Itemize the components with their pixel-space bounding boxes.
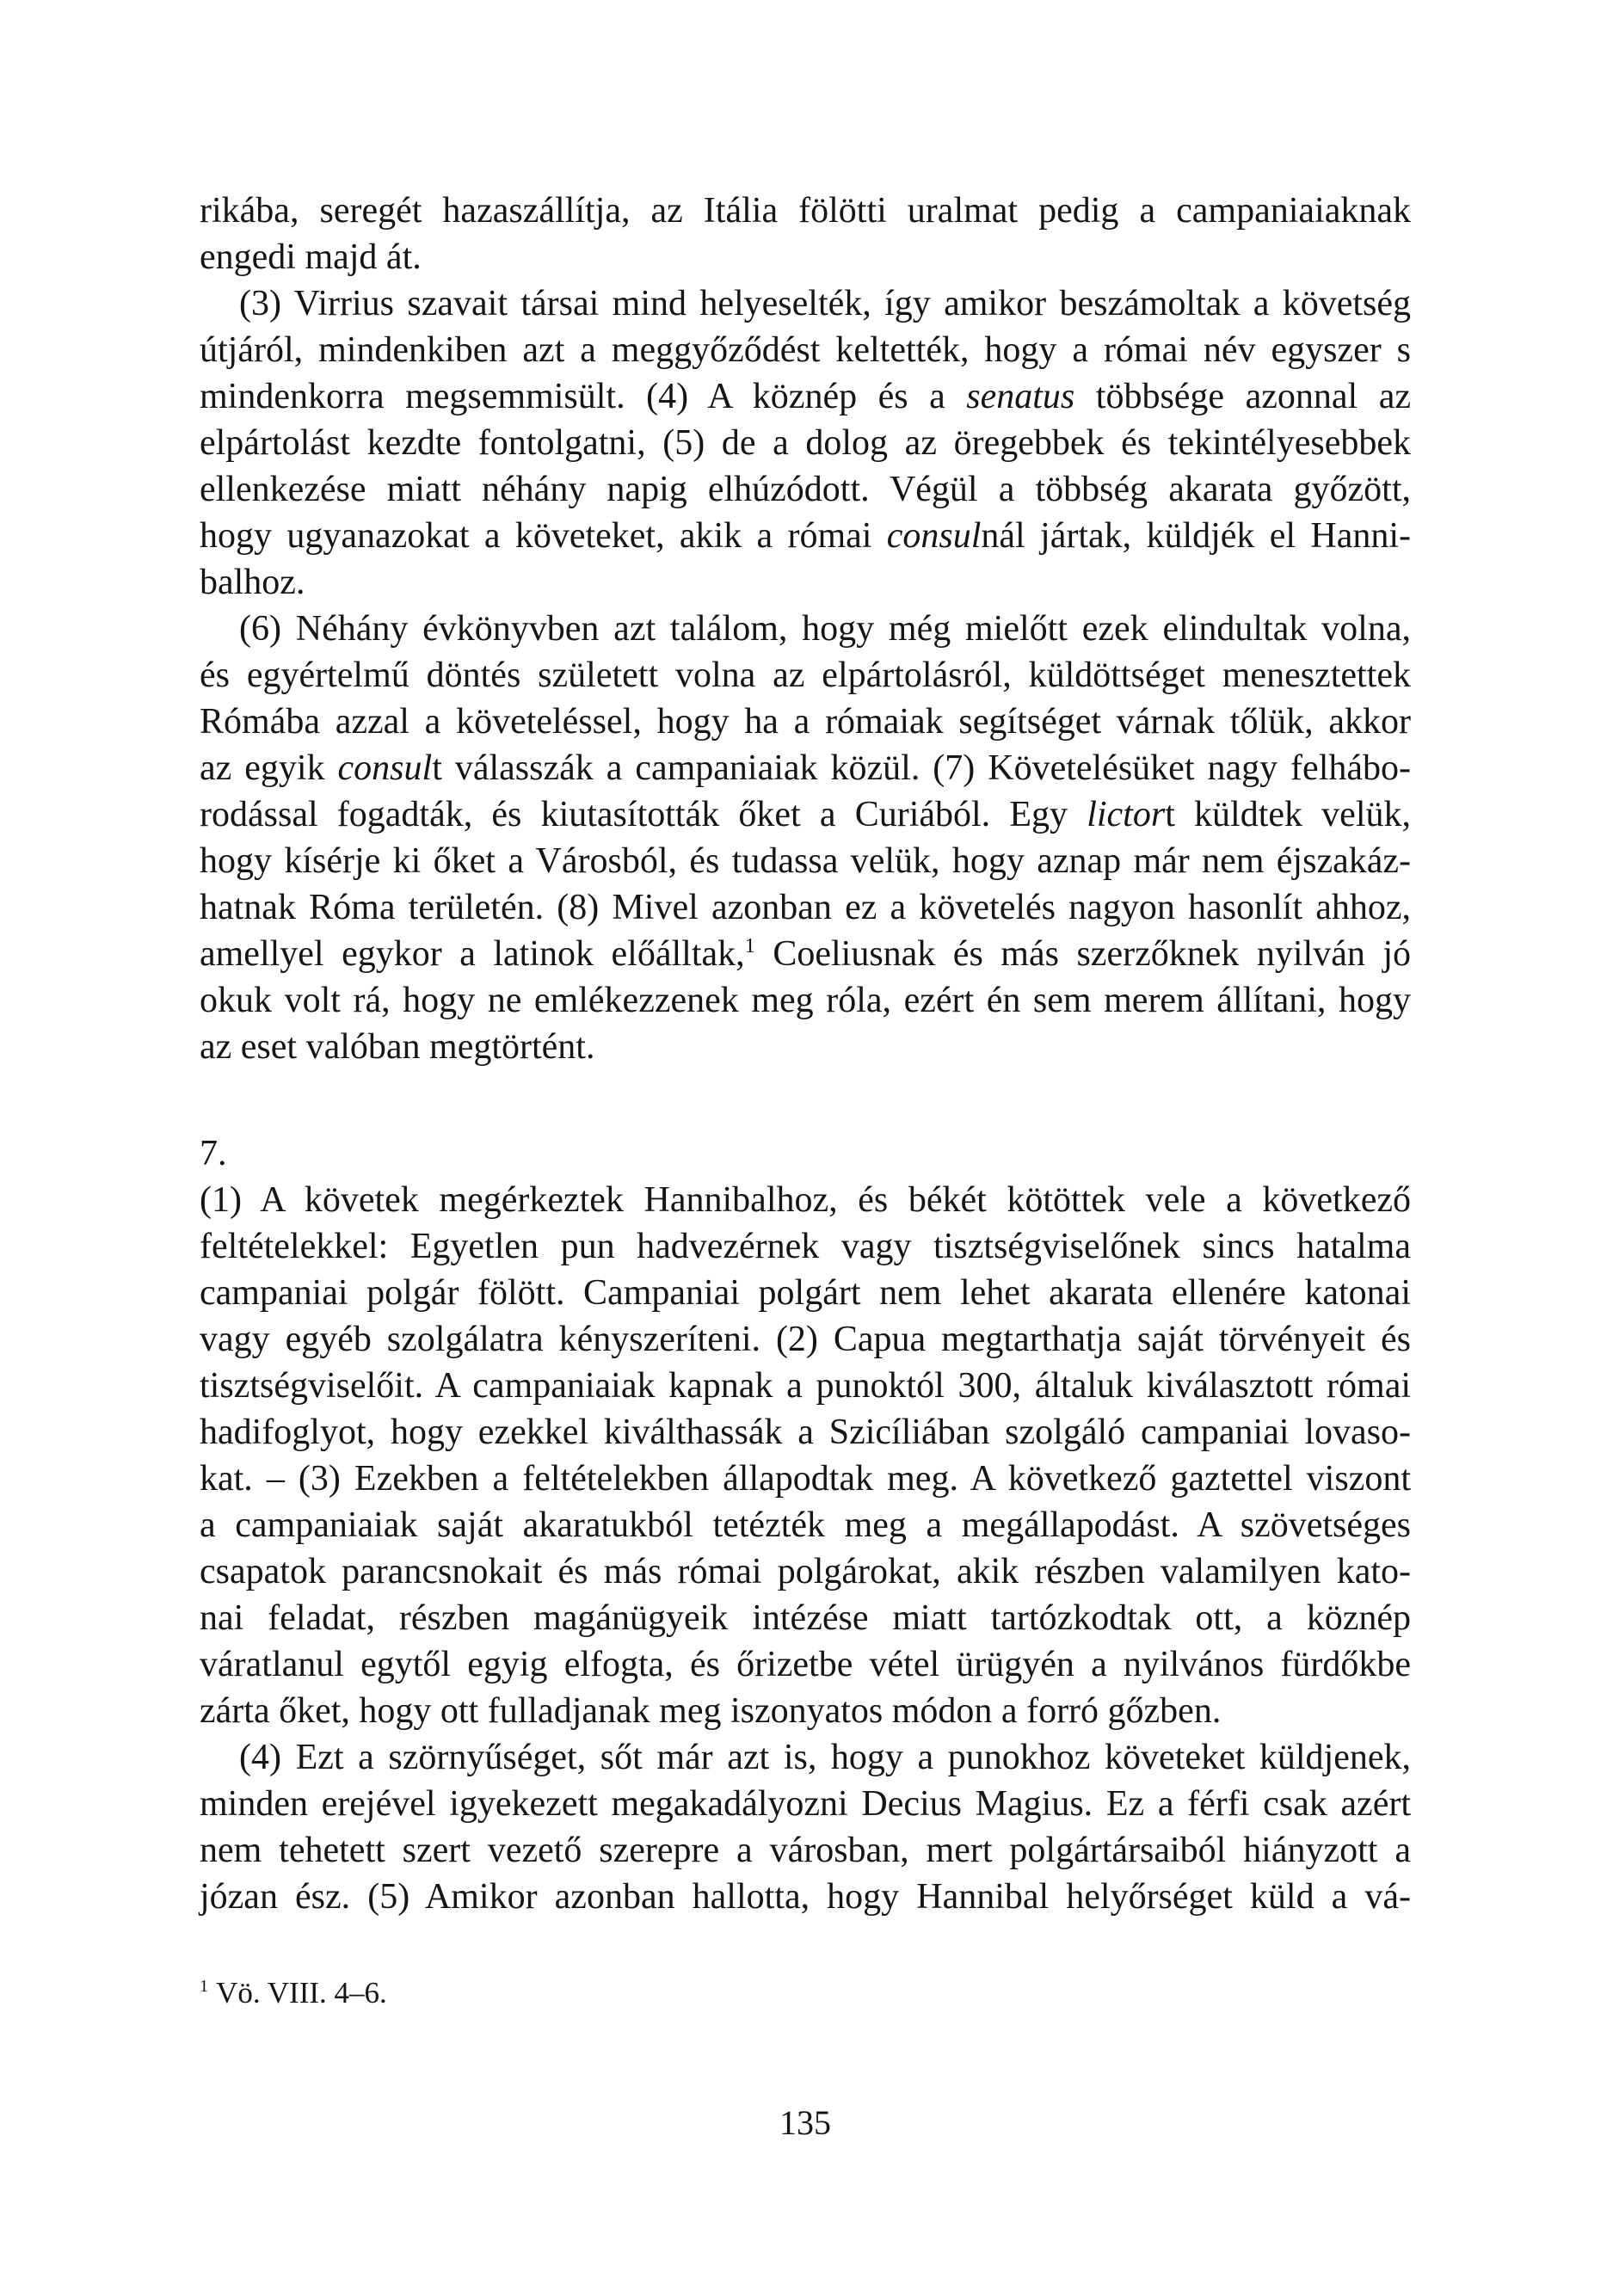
text-segment: nai feladat, részben magánügyeik intézése miatt tartózkodtak ott, a köznép	[200, 1598, 1411, 1638]
text-segment: hogy kísérje ki őket a Városból, és tudassa velük, hogy aznap már nem éjszakáz-	[200, 841, 1411, 881]
text-segment: feltételekkel: Egyetlen pun hadvezérnek vagy tisztségviselőnek sincs hatalma	[200, 1227, 1411, 1266]
text-segment: hadifoglyot, hogy ezekkel kiválthassák a Szicíliában szolgáló campaniai lovaso-	[200, 1413, 1411, 1452]
latin-term: lictor	[1087, 795, 1166, 834]
text-line	[200, 513, 1411, 559]
text-segment: nál jártak, küldjék el Hanni-	[981, 516, 1411, 556]
text-line	[200, 606, 1411, 652]
text-segment: elpártolást kezdte fontolgatni, (5) de a dolog az öregebbek és tekintélyesebbek	[200, 423, 1411, 463]
text-line	[200, 559, 1411, 606]
text-line	[200, 1548, 1411, 1595]
text-segment: (3) Virrius szavait társai mind helyeselték, így amikor beszámoltak a követség	[239, 284, 1411, 323]
text-segment: az egyik	[200, 748, 338, 788]
text-line	[200, 791, 1411, 838]
text-line	[200, 420, 1411, 466]
latin-term: consul	[886, 516, 982, 556]
latin-term: consul	[337, 748, 433, 788]
text-segment: vagy egyéb szolgálatra kényszeríteni. (2) Capua megtarthatja saját törvényeit és	[200, 1320, 1411, 1359]
footnote-marker: 1	[200, 1977, 209, 1997]
paragraph	[200, 1734, 1411, 1920]
text-line	[200, 1223, 1411, 1270]
paragraph	[200, 606, 1411, 1070]
text-line	[200, 838, 1411, 884]
text-segment: hatnak Róma területén. (8) Mivel azonban ez a követelés nagyon hasonlít ahhoz,	[200, 888, 1411, 927]
text-line	[200, 1734, 1411, 1781]
text-segment: Rómába azzal a követeléssel, hogy ha a rómaiak segítséget várnak tőlük, akkor	[200, 702, 1411, 742]
section-heading: 7.	[200, 1134, 227, 1173]
text-line	[200, 1874, 1411, 1920]
text-segment: engedi majd át.	[200, 237, 422, 277]
footnote-text: Vö. VIII. 4–6.	[216, 1976, 387, 2010]
text-line	[200, 234, 1411, 280]
text-line	[200, 1502, 1411, 1548]
text-segment: kat. – (3) Ezekben a feltételekben állapodtak meg. A következő gaztettel viszont	[200, 1459, 1411, 1499]
text-segment: (6) Néhány évkönyvben azt találom, hogy még mielőtt ezek elindultak volna,	[239, 609, 1411, 649]
text-line	[200, 188, 1411, 234]
text-line	[200, 327, 1411, 373]
text-segment: rikába, seregét hazaszállítja, az Itália fölötti uralmat pedig a campaniaiaknak	[200, 191, 1411, 231]
text-segment: józan ész. (5) Amikor azonban hallotta, hogy Hannibal helyőrséget küld a vá-	[200, 1877, 1411, 1917]
paragraph	[200, 280, 1411, 606]
text-line	[200, 1024, 1411, 1070]
text-line	[200, 745, 1411, 791]
paragraph	[200, 1177, 1411, 1734]
text-line	[200, 373, 1411, 420]
text-segment: a campaniaiak saját akaratukból tetézték meg a megállapodást. A szövetséges	[200, 1505, 1411, 1545]
text-segment: ellenkezése miatt néhány napig elhúzódott. Végül a többség akarata győzött,	[200, 470, 1411, 509]
footnote-reference: 1	[744, 934, 755, 957]
text-line	[200, 977, 1411, 1024]
text-line	[200, 280, 1411, 327]
text-segment: tisztségviselőit. A campaniaiak kapnak a punoktól 300, általuk kiválasztott római	[200, 1366, 1411, 1406]
text-segment: mindenkorra megsemmisült. (4) A köznép és a	[200, 377, 967, 416]
text-segment: az eset valóban megtörtént.	[200, 1027, 595, 1067]
text-segment: és egyértelmű döntés született volna az elpártolásról, küldöttséget menesztettek	[200, 656, 1411, 695]
text-block	[200, 188, 1411, 2145]
text-line	[200, 1456, 1411, 1502]
text-line	[200, 1781, 1411, 1827]
text-segment: okuk volt rá, hogy ne emlékezzenek meg róla, ezért én sem merem állítani, hogy	[200, 981, 1411, 1020]
text-segment: (1) A követek megérkeztek Hannibalhoz, és békét kötöttek vele a következő	[200, 1180, 1411, 1220]
text-line	[200, 1688, 1411, 1734]
page-number: 135	[779, 2103, 831, 2142]
text-segment: zárta őket, hogy ott fulladjanak meg iszonyatos módon a forró gőzben.	[200, 1691, 1222, 1731]
text-segment: amellyel egykor a latinok előálltak,	[200, 934, 745, 974]
text-line	[200, 884, 1411, 931]
text-line	[200, 652, 1411, 699]
text-segment: balhoz.	[200, 563, 305, 602]
text-segment: (4) Ezt a szörnyűséget, sőt már azt is, hogy a punokhoz követeket küldjenek,	[239, 1738, 1411, 1777]
text-segment: minden erejével igyekezett megakadályozni Decius Magius. Ez a férfi csak azért	[200, 1784, 1411, 1824]
text-line	[200, 1409, 1411, 1456]
text-line	[200, 699, 1411, 745]
text-segment: csapatok parancsnokait és más római polgárokat, akik részben valamilyen kato-	[200, 1552, 1411, 1591]
text-segment: útjáról, mindenkiben azt a meggyőződést keltették, hogy a római név egyszer s	[200, 330, 1411, 370]
text-line	[200, 1595, 1411, 1641]
text-segment: t válasszák a campaniaiak közül. (7) Követelésüket nagy felhábo-	[432, 748, 1411, 788]
text-line	[200, 1363, 1411, 1409]
footnote	[200, 1973, 1411, 2013]
body-text	[200, 188, 1411, 1920]
text-segment: hogy ugyanazokat a követeket, akik a római	[200, 516, 887, 556]
paragraph	[200, 188, 1411, 280]
text-segment: Coeliusnak és más szerzőknek nyilván jó	[754, 934, 1412, 974]
text-line	[200, 1270, 1411, 1316]
text-line	[200, 1177, 1411, 1223]
text-line	[200, 1641, 1411, 1688]
text-segment: rodással fogadták, és kiutasították őket a Curiából. Egy	[200, 795, 1087, 834]
text-line	[200, 1316, 1411, 1363]
text-segment: váratlanul egytől egyig elfogta, és őrizetbe vétel ürügyén a nyilvános fürdőkbe	[200, 1645, 1411, 1684]
text-segment: campaniai polgár fölött. Campaniai polgárt nem lehet akarata ellenére katonai	[200, 1273, 1411, 1313]
text-line	[200, 466, 1411, 513]
text-segment: t küldtek velük,	[1165, 795, 1411, 834]
text-segment: nem tehetett szert vezető szerepre a városban, mert polgártársaiból hiányzott a	[200, 1831, 1411, 1870]
text-line	[200, 1827, 1411, 1874]
text-segment: többsége azonnal az	[1074, 377, 1411, 416]
latin-term: senatus	[966, 377, 1075, 416]
text-line	[200, 931, 1411, 977]
